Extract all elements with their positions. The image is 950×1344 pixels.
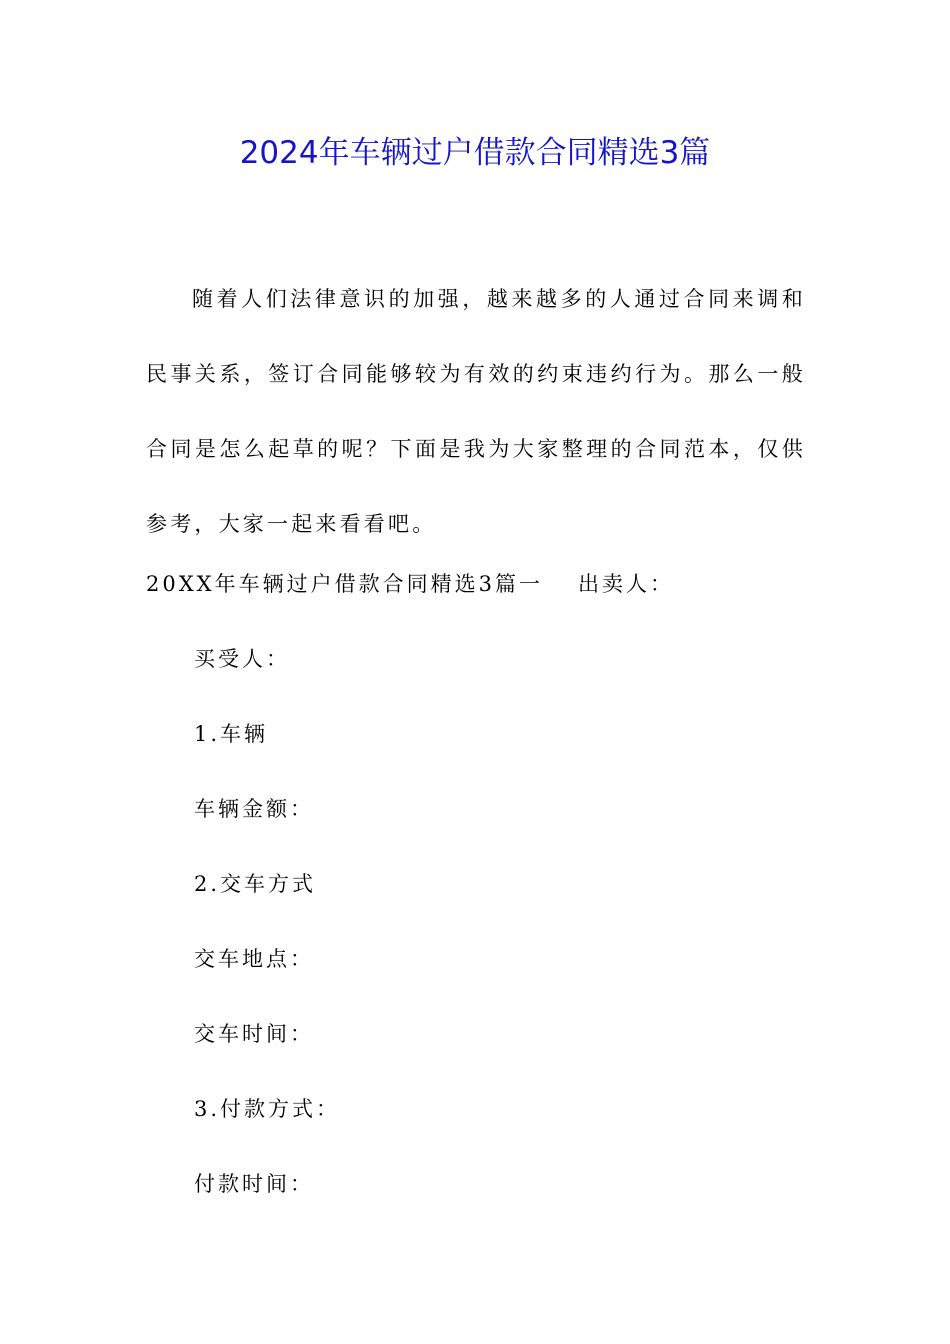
vehicle-amount-label: 车辆金额： bbox=[194, 797, 314, 821]
clause-payment-method: 3.付款方式： bbox=[194, 1097, 341, 1121]
delivery-time-label: 交车时间： bbox=[194, 1022, 314, 1046]
buyer-label: 买受人： bbox=[194, 647, 290, 671]
section-heading: 20XX年车辆过户借款合同精选3篇一 bbox=[146, 572, 543, 596]
clause-vehicle: 1.车辆 bbox=[194, 722, 269, 746]
document-title: 2024年车辆过户借款合同精选3篇 bbox=[239, 135, 711, 171]
seller-label: 出卖人： bbox=[578, 572, 674, 596]
delivery-location-label: 交车地点： bbox=[194, 947, 314, 971]
intro-paragraph: 随着人们法律意识的加强，越来越多的人通过合同来调和民事关系，签订合同能够较为有效的约束违约行为。那么一般合同是怎么起草的呢？下面是我为大家整理的合同范本，仅供参考，大家一起来看看吧。 bbox=[146, 287, 806, 536]
payment-time-label: 付款时间： bbox=[194, 1172, 314, 1196]
clause-delivery-method: 2.交车方式 bbox=[194, 872, 317, 896]
